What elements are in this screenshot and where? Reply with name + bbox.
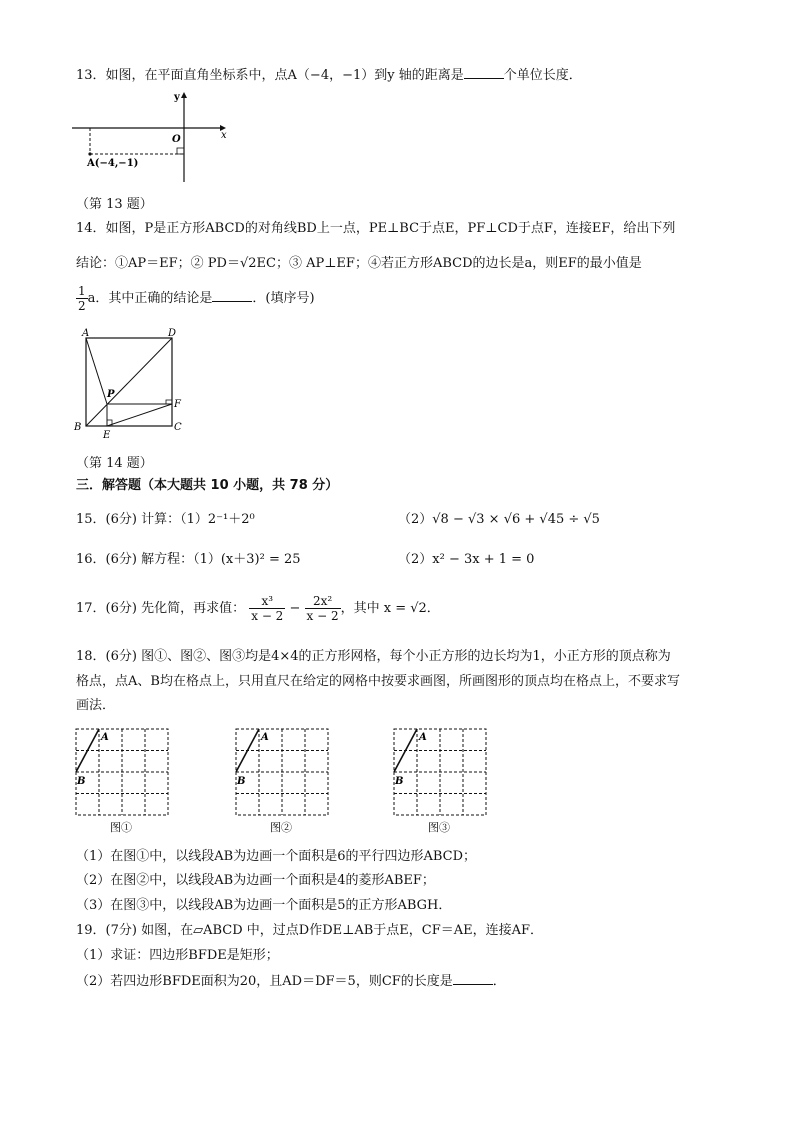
q19-line1: 19．(7分) 如图，在▱ABCD 中，过点D作DE⊥AB于点E，CF＝AE，连接AF．: [76, 923, 544, 938]
q18-grid3-segment-ab: [394, 729, 417, 772]
q17-frac1: [249, 594, 285, 623]
q14-line3-tail: ．(填序号): [252, 291, 315, 306]
q19-sub2-text: （2）若四边形BFDE面积为20，且AD＝DF＝5，则CF的长度是: [76, 974, 453, 989]
q15-part2: （2）√8 − √3 × √6 + √45 ÷ √5: [398, 512, 600, 527]
q18-grid3-label-b: B: [395, 776, 404, 787]
q14-figure: [72, 326, 192, 444]
q17-prefix: 17．(6分) 先化简，再求值：: [76, 601, 246, 616]
q19-sub1: （1）求证：四边形BFDE是矩形；: [76, 948, 279, 963]
q14-answer-blank: [212, 289, 252, 302]
q13-tail: 个单位长度．: [503, 68, 582, 83]
q19-sub2: [76, 972, 506, 991]
q13-figure: [70, 88, 240, 188]
q14-caption: （第 14 题）: [76, 456, 153, 471]
q18-sub2: （2）在图②中，以线段AB为边画一个面积是4的菱形ABEF；: [76, 873, 435, 888]
q18-grid2-label-a: A: [261, 732, 269, 743]
q18-grid1-label-b: B: [77, 776, 86, 787]
q19-answer-blank: [453, 972, 493, 985]
q15-part1: 15．(6分) 计算：（1）2⁻¹＋2⁰: [76, 512, 255, 527]
q14-diagonal-bd: [86, 338, 172, 426]
q18-line2: 格点，点A、B均在格点上，只用直尺在给定的网格中按要求画图，所画图形的顶点均在格点上，不要求写: [76, 674, 680, 689]
q17-frac1-num: x³: [249, 594, 285, 609]
q18-sub3: （3）在图③中，以线段AB为边画一个面积是5的正方形ABGH．: [76, 898, 452, 913]
q13-point-a: [88, 152, 91, 155]
q14-line1: 14．如图，P是正方形ABCD的对角线BD上一点，PE⊥BC于点E，PF⊥CD于点F，连接EF，给出下列: [76, 221, 676, 236]
q18-grid2-label-b: B: [237, 776, 246, 787]
q18-grid1-label-a: A: [101, 732, 109, 743]
q13-text: [76, 66, 582, 85]
q18-line3: 画法．: [76, 698, 116, 713]
q13-y-arrow: [181, 92, 187, 98]
q13-label-a: A(−4,−1): [87, 158, 139, 169]
q14-label-p: P: [107, 389, 115, 400]
q17-frac1-den: x − 2: [251, 609, 284, 623]
q18-grid-2: [234, 727, 334, 839]
q13-stem: 13．如图，在平面直角坐标系中，点A（−4，−1）到y 轴的距离是: [76, 68, 464, 83]
q14-label-e: E: [103, 430, 111, 441]
q13-right-angle: [177, 148, 184, 154]
q18-grid3-label-a: A: [419, 732, 427, 743]
q13-caption: （第 13 题）: [76, 197, 153, 212]
section3-heading: 三．解答题（本大题共 10 小题，共 78 分）: [76, 478, 339, 493]
q14-frac-num: 1: [78, 284, 86, 298]
q18-grid2-segment-ab: [236, 729, 259, 772]
q14-label-f: F: [174, 399, 181, 410]
q13-label-o: O: [172, 134, 181, 145]
q14-line3: [76, 284, 315, 313]
q18-sub1: （1）在图①中，以线段AB为边画一个面积是6的平行四边形ABCD；: [76, 849, 477, 864]
q13-answer-blank: [464, 66, 504, 79]
q14-line3-text: a．其中正确的结论是: [87, 291, 213, 306]
q14-frac-den: 2: [78, 299, 86, 313]
q18-grid3-caption: 图③: [428, 821, 450, 834]
q14-right-angle-f: [166, 400, 172, 404]
q19-sub2-tail: ．: [492, 974, 506, 989]
q17-suffix: ，其中 x = √2．: [340, 601, 440, 616]
q14-label-a: A: [82, 328, 90, 339]
q13-label-x: x: [221, 130, 227, 141]
q17-frac2: [305, 594, 341, 623]
q14-segment-ap: [86, 338, 107, 404]
q13-label-y: y: [174, 92, 180, 103]
q18-line1: 18．(6分) 图①、图②、图③均是4×4的正方形网格，每个小正方形的边长均为1，小正方形的顶点称为: [76, 649, 671, 664]
q14-segment-ef: [107, 404, 172, 426]
q14-fraction: [76, 284, 88, 313]
q14-line2: 结论：①AP＝EF；② PD＝√2EC；③ AP⊥EF；④若正方形ABCD的边长是a，则EF的最小值是: [76, 256, 642, 271]
q14-label-d: D: [168, 328, 177, 339]
q17-frac2-den: x − 2: [306, 609, 339, 623]
q18-grid-3: [392, 727, 492, 839]
q18-grid1-caption: 图①: [110, 821, 132, 834]
q16-part1: 16．(6分) 解方程：（1）(x＋3)² = 25: [76, 552, 301, 567]
q16-part2: （2）x² − 3x + 1 = 0: [398, 552, 535, 567]
q17-frac2-num: 2x²: [305, 594, 341, 609]
q17-text: [76, 594, 440, 623]
q18-grid2-caption: 图②: [270, 821, 292, 834]
q14-label-c: C: [174, 422, 182, 433]
q14-label-b: B: [74, 422, 82, 433]
q18-grid-1: [74, 727, 174, 839]
q17-minus: −: [289, 601, 301, 616]
q18-grid1-segment-ab: [76, 729, 99, 772]
